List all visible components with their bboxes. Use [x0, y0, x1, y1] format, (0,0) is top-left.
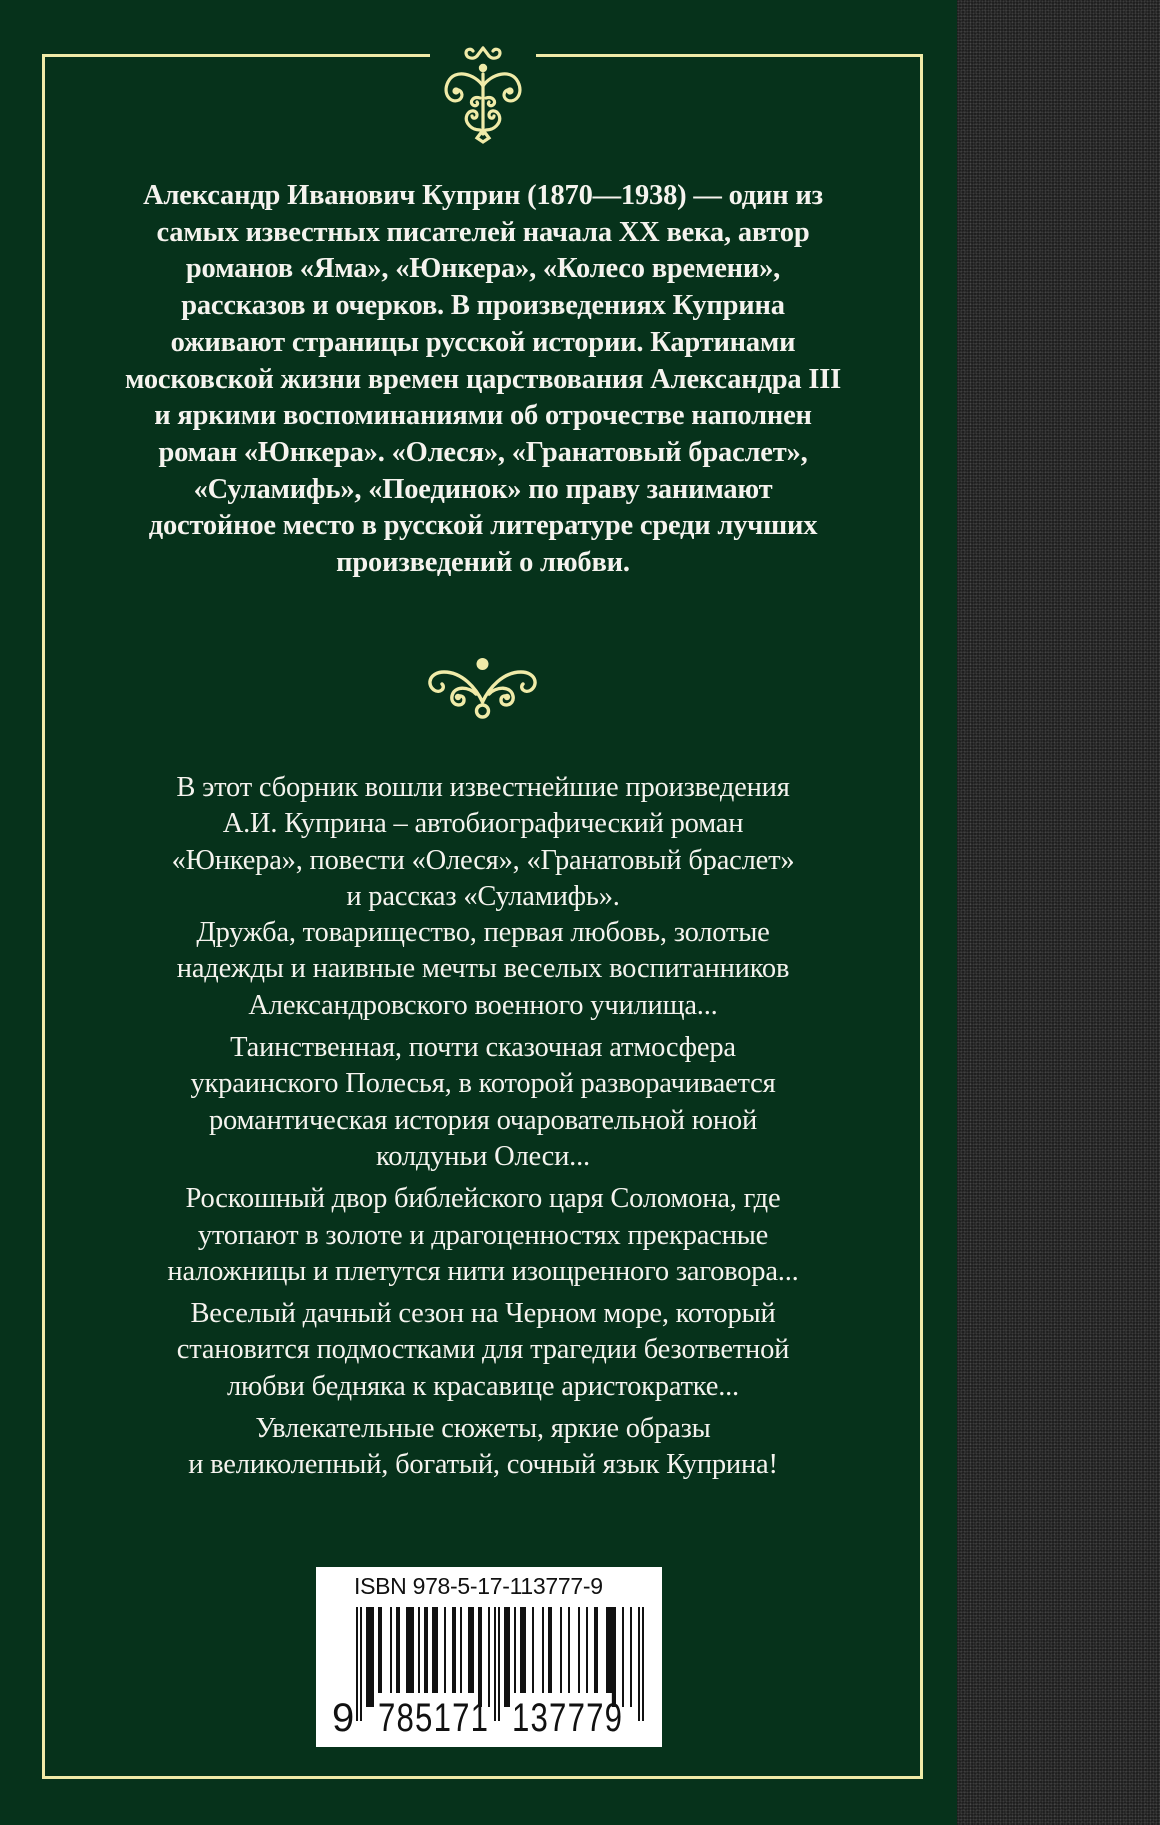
description-paragraph	[60, 1411, 906, 1484]
description-line: Дружба, товарищество, первая любовь, золотые	[196, 917, 770, 949]
bio-line: рассказов и очерков. В произведениях Куприна	[181, 290, 785, 322]
description-line: надежды и наивные мечты веселых воспитанников	[176, 953, 790, 985]
isbn-barcode	[316, 1567, 662, 1747]
description-line: романтическая история очаровательной юной	[208, 1104, 758, 1136]
description-line: любви бедняка к красавице аристократке...	[227, 1370, 739, 1402]
bio-line: московской жизни времен царствования Александра III	[124, 363, 841, 395]
bio-line: Александр Иванович Куприн (1870—1938) — один из	[143, 180, 823, 211]
description-line: утопают в золоте и драгоценностях прекрасные	[197, 1219, 769, 1251]
textured-spine	[957, 0, 1160, 1825]
description-line: колдуньи Олеси...	[376, 1140, 590, 1172]
description-line: и рассказ «Суламифь».	[346, 880, 620, 912]
bio-line: оживают страницы русской истории. Картинами	[170, 326, 796, 358]
description-line: А.И. Куприна – автобиографический роман	[222, 808, 744, 840]
description-line: наложницы и плетутся нити изощренного заговора...	[167, 1255, 799, 1287]
ean-left-group: 785171	[378, 1693, 478, 1743]
description-paragraph	[60, 770, 906, 1024]
bio-line: романов «Яма», «Юнкера», «Колесо времени»,	[185, 253, 781, 285]
bio-line: произведений о любви.	[336, 547, 630, 579]
description-line: «Юнкера», повести «Олеся», «Гранатовый браслет»	[171, 844, 795, 876]
bio-line: самых известных писателей начала XX века, автор	[156, 216, 810, 248]
description-line: Таинственная, почти сказочная атмосфера	[230, 1032, 736, 1064]
ean-right-group: 137779	[512, 1693, 612, 1743]
description-line: Увлекательные сюжеты, яркие образы	[255, 1413, 711, 1445]
book-description	[60, 770, 906, 1490]
description-line: Веселый дачный сезон на Черном море, который	[190, 1298, 776, 1330]
scroll-divider-icon	[420, 650, 545, 722]
ean-first-digit: 9	[332, 1693, 356, 1743]
description-line: В этот сборник вошли известнейшие произведения	[176, 772, 790, 803]
description-line: Александровского военного училища...	[248, 989, 718, 1021]
description-line: Роскошный двор библейского царя Соломона, где	[185, 1183, 781, 1215]
isbn-label: ISBN 978-5-17-113777-9	[354, 1573, 603, 1599]
bio-line: роман «Юнкера». «Олеся», «Гранатовый браслет»,	[158, 436, 808, 468]
description-line: и великолепный, богатый, сочный язык Куприна!	[188, 1449, 778, 1481]
description-paragraph	[60, 1181, 906, 1290]
author-bio	[60, 178, 906, 582]
description-line: украинского Полесья, в которой разворачивается	[190, 1068, 776, 1100]
bio-line: и яркими воспоминаниями об отрочестве наполнен	[154, 400, 812, 432]
description-paragraph	[60, 1030, 906, 1175]
fleur-ornament-icon	[433, 38, 533, 146]
ean-digits	[326, 1693, 656, 1743]
bio-line: «Суламифь», «Поединок» по праву занимают	[193, 473, 773, 505]
bio-line: достойное место в русской литературе среди лучших	[148, 510, 818, 542]
description-line: становится подмостками для трагедии безответной	[176, 1334, 790, 1366]
description-paragraph	[60, 1296, 906, 1405]
